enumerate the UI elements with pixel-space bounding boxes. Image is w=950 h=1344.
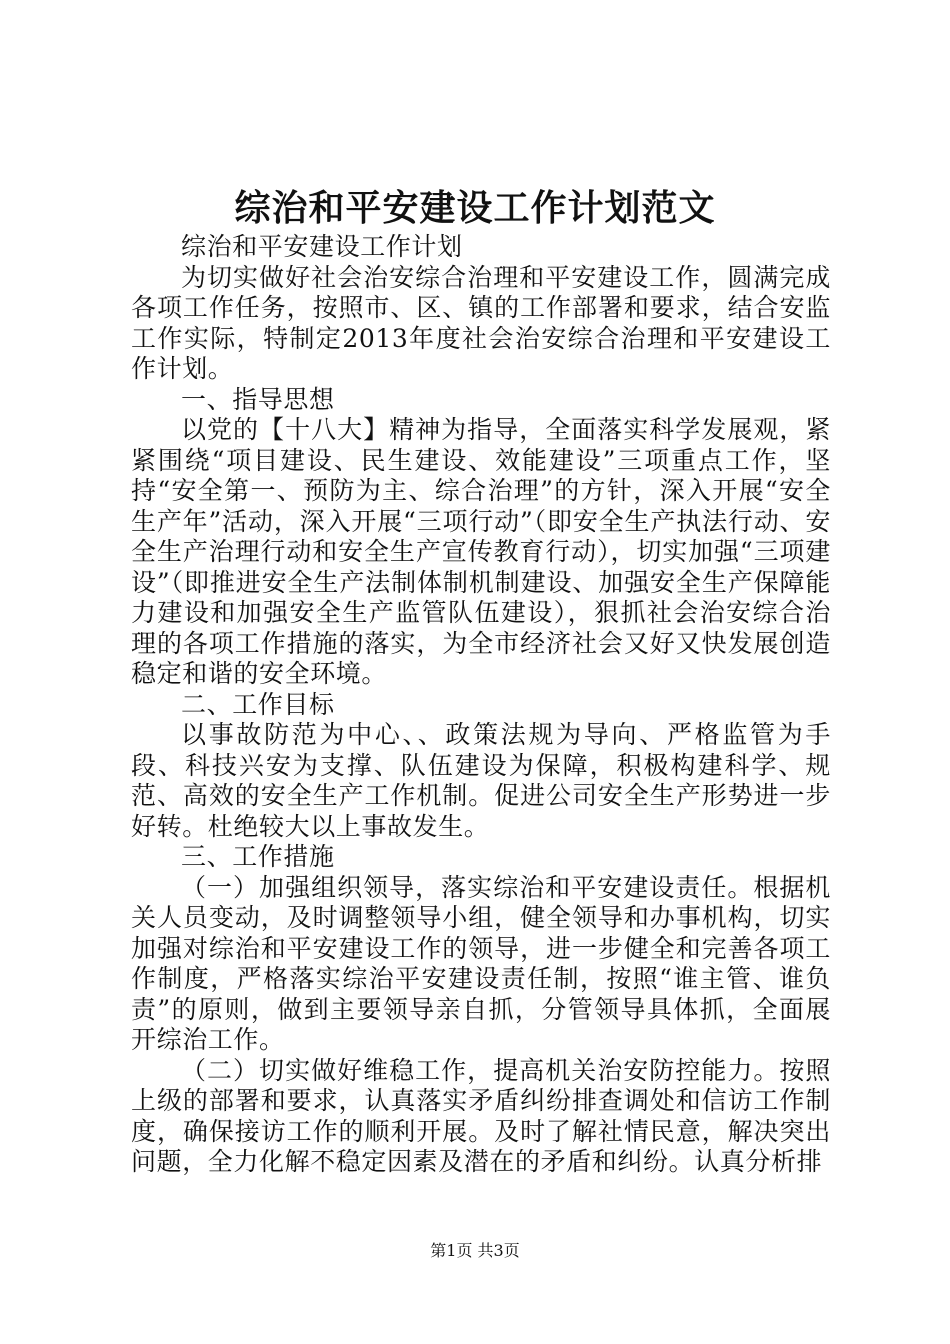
section-heading-work-goals: 二、工作目标 (181, 689, 335, 719)
work-goals-paragraph: 以事故防范为中心、、政策法规为导向、严格监管为手段、科技兴安为支撑、队伍建设为保障，积极构建科学、规范、高效的安全生产工作机制。促进公司安全生产形势进一步好转。杜绝较大以上事故发生。 (131, 720, 831, 841)
page-footer: 第1页 共3页 (430, 1241, 520, 1260)
measure-two-paragraph: （二）切实做好维稳工作，提高机关治安防控能力。按照上级的部署和要求，认真落实矛盾纠纷排查调处和信访工作制度，确保接访工作的顺利开展。及时了解社情民意，解决突出问题，全力化解不稳定因素及潜在的矛盾和纠纷。认真分析排 (131, 1055, 831, 1176)
guiding-ideology-paragraph: 以党的【十八大】精神为指导，全面落实科学发展观，紧紧围绕“项目建设、民生建设、效能建设”三项重点工作，坚持“安全第一、预防为主、综合治理”的方针，深入开展“安全生产年”活动，深入开展“三项行动”（即安全生产执法行动、安全生产治理行动和安全生产宣传教育行动），切实加强“三项建设”（即推进安全生产法制体制机制建设、加强安全生产保障能力建设和加强安全生产监管队伍建设），狠抓社会治安综合治理的各项工作措施的落实，为全市经济社会又好又快发展创造稳定和谐的安全环境。 (131, 415, 831, 688)
document-body (131, 232, 831, 1178)
subtitle-paragraph: 综治和平安建设工作计划 (181, 232, 463, 261)
intro-paragraph: 为切实做好社会治安综合治理和平安建设工作，圆满完成各项工作任务，按照市、区、镇的工作部署和要求，结合安监工作实际，特制定2013年度社会治安综合治理和平安建设工作计划。 (131, 262, 831, 383)
section-heading-work-measures: 三、工作措施 (181, 842, 335, 871)
document-title: 综治和平安建设工作计划范文 (234, 187, 716, 229)
section-heading-guiding-ideology: 一、指导思想 (181, 384, 335, 414)
measure-one-paragraph: （一）加强组织领导，落实综治和平安建设责任。根据机关人员变动，及时调整领导小组，健全领导和办事机构，切实加强对综治和平安建设工作的领导，进一步健全和完善各项工作制度，严格落实综治平安建设责任制，按照“谁主管、谁负责”的原则，做到主要领导亲自抓，分管领导具体抓，全面展开综治工作。 (131, 872, 831, 1054)
